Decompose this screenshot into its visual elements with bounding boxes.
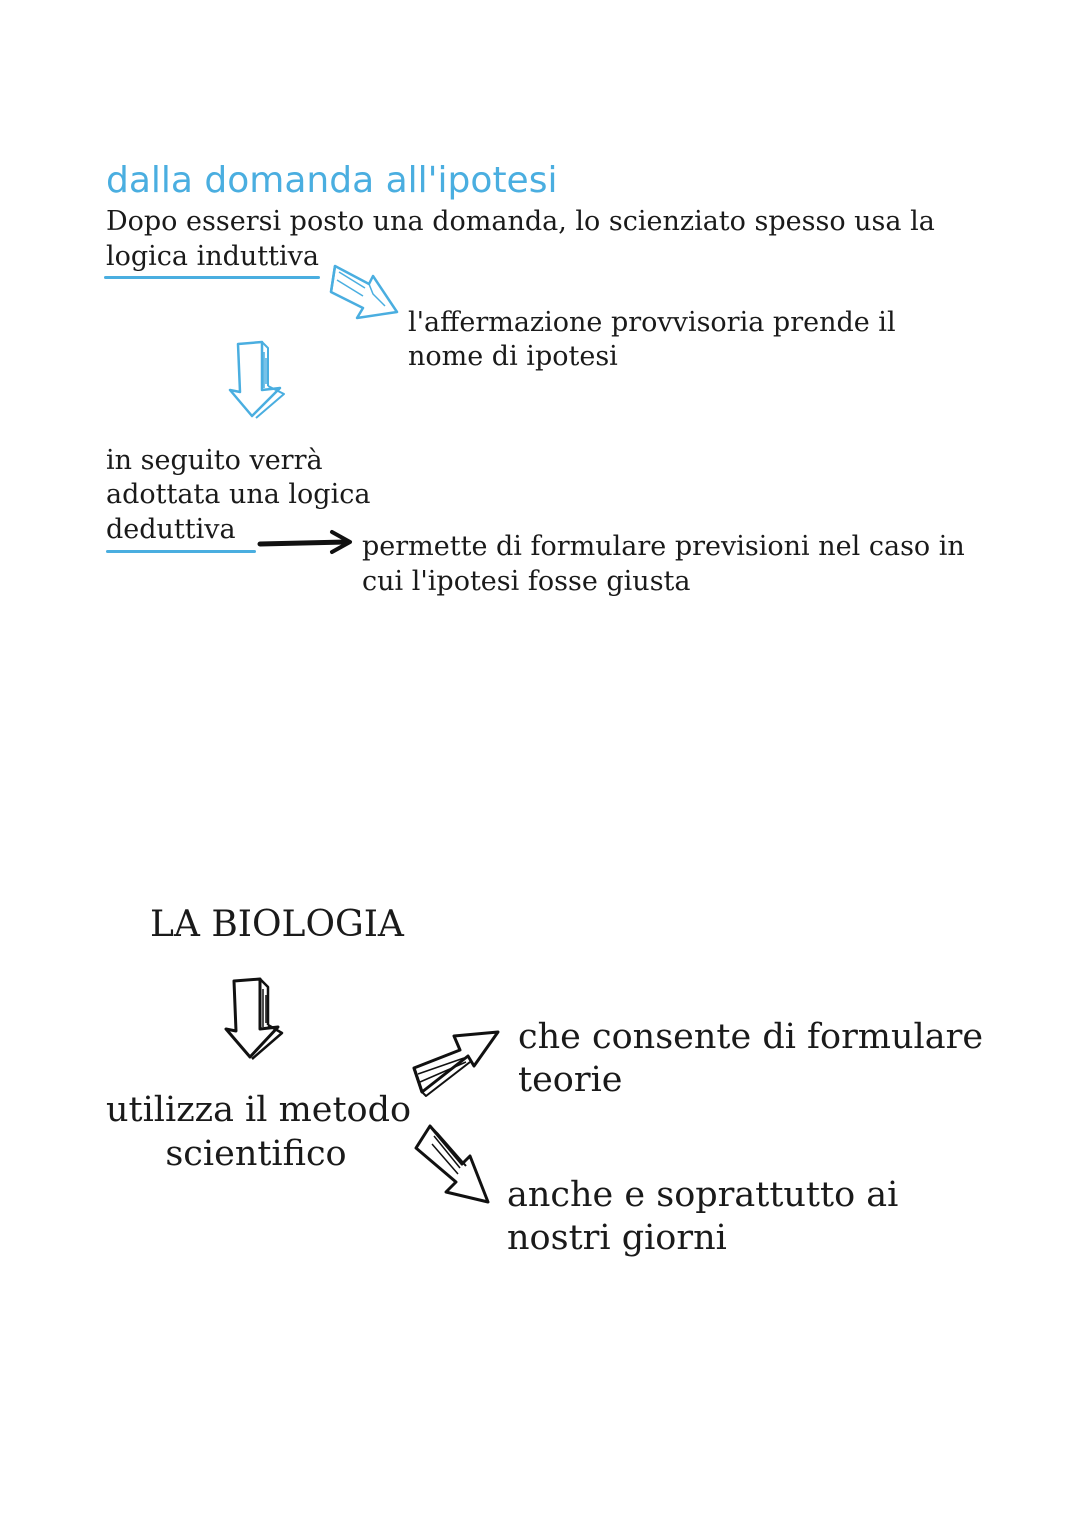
- deductive-underline: [106, 550, 256, 553]
- theories-line-2: teorie: [518, 1060, 623, 1100]
- intro-line-2-inductive-logic: logica induttiva: [106, 241, 319, 272]
- deduction-line-3-deductive: deduttiva: [106, 514, 236, 545]
- section-title: dalla domanda all'ipotesi: [106, 160, 558, 201]
- arrow-to-theories-icon: [408, 1022, 504, 1102]
- prediction-line-1: permette di formulare previsioni nel caso in: [362, 531, 965, 562]
- down-arrow-black-icon: [220, 975, 286, 1061]
- method-line-1: utilizza il metodo: [106, 1090, 412, 1130]
- theories-line-1: che consente di formulare: [518, 1017, 984, 1057]
- method-line-2: scientifico: [165, 1134, 347, 1174]
- hypothesis-line-2: nome di ipotesi: [408, 341, 618, 372]
- deduction-line-1: in seguito verrà: [106, 445, 323, 476]
- inductive-logic-underline: [104, 276, 320, 279]
- arrow-to-hypothesis-icon: [325, 258, 405, 328]
- arrow-to-today-icon: [410, 1120, 496, 1210]
- intro-line-1: Dopo essersi posto una domanda, lo scienziato spesso usa la: [106, 206, 935, 237]
- today-line-1: anche e soprattutto ai: [507, 1175, 899, 1215]
- arrow-to-predictions-icon: [256, 530, 356, 556]
- hypothesis-line-1: l'affermazione provvisoria prende il: [408, 307, 896, 338]
- deduction-line-2: adottata una logica: [106, 479, 371, 510]
- today-line-2: nostri giorni: [507, 1218, 727, 1258]
- down-arrow-blue-icon: [226, 338, 288, 420]
- biology-heading: LA BIOLOGIA: [150, 904, 404, 945]
- prediction-line-2: cui l'ipotesi fosse giusta: [362, 566, 691, 597]
